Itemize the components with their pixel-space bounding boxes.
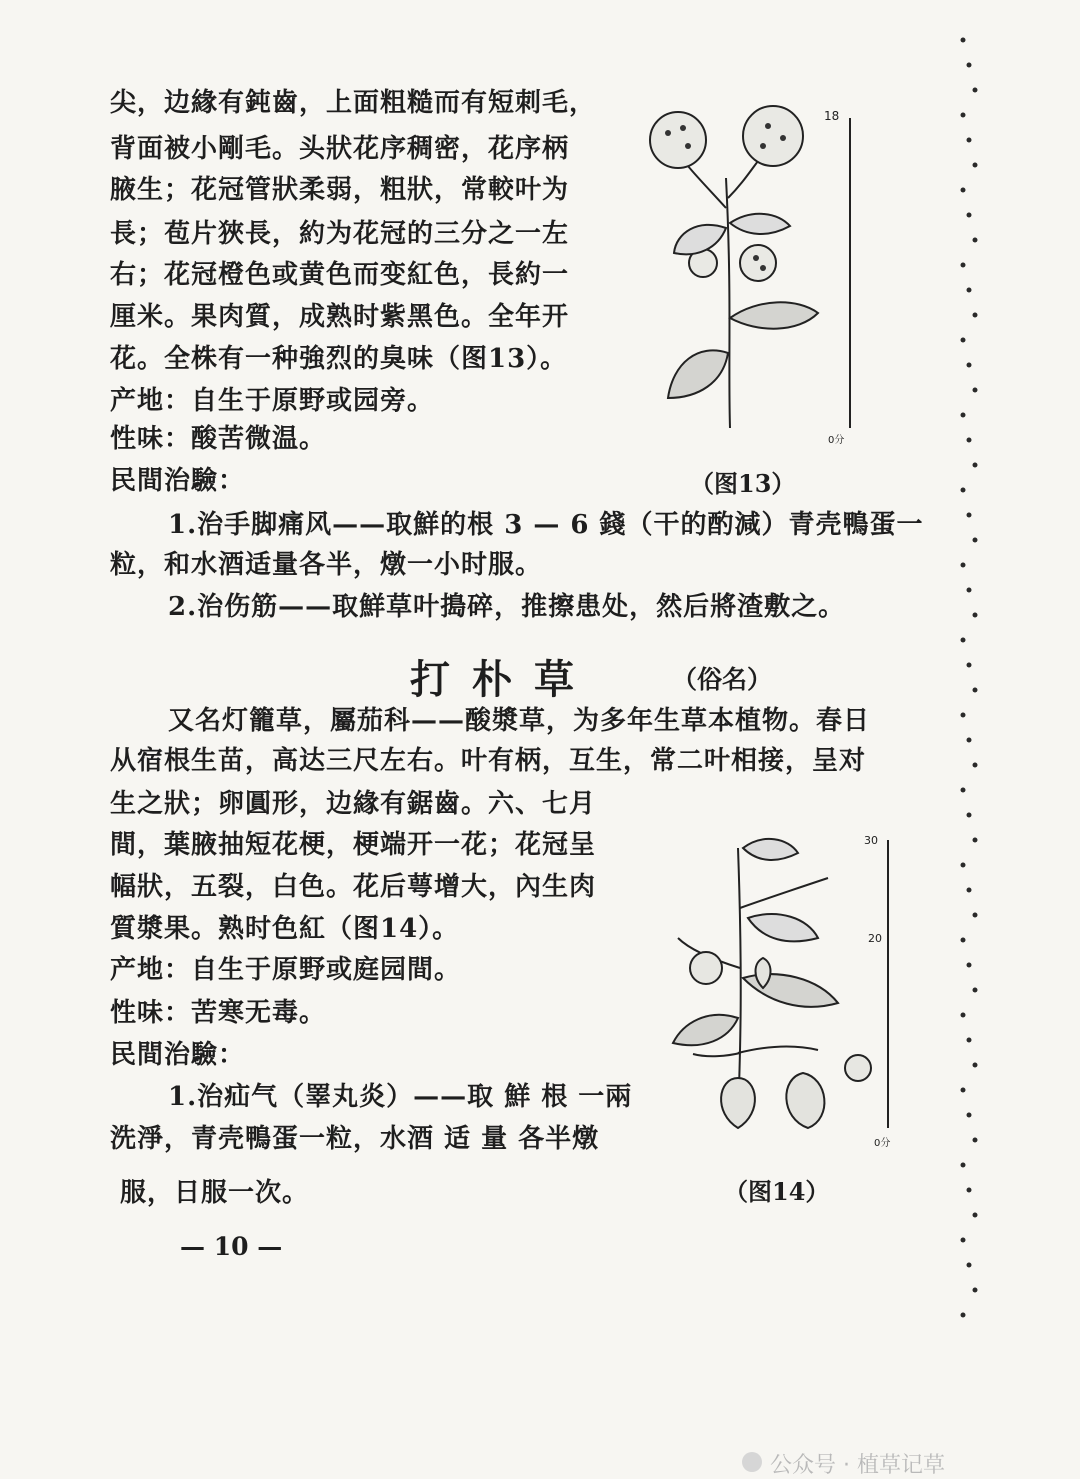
binding-dot xyxy=(961,263,966,268)
binding-dot xyxy=(967,963,972,968)
figure-13-illustration xyxy=(628,98,860,448)
binding-dot xyxy=(973,388,978,393)
binding-dot xyxy=(961,113,966,118)
figure-14-illustration xyxy=(668,828,898,1158)
binding-dots-artifact xyxy=(955,30,1015,1350)
fig13-scale-top: 18 xyxy=(824,109,840,123)
binding-dot xyxy=(961,38,966,43)
section-remedy-1-line-2: 洗淨，青壳鴨蛋一粒，水酒 适 量 各半燉 xyxy=(110,1124,600,1154)
binding-dot xyxy=(973,763,978,768)
body-line-4: 長；苞片狹長，約为花冠的三分之一左 xyxy=(110,219,570,249)
section-remedy-1-line-3: 服，日服一次。 xyxy=(120,1178,310,1208)
section-origin-line: 产地：自生于原野或庭园間。 xyxy=(110,955,462,985)
binding-dot xyxy=(973,1138,978,1143)
binding-dot xyxy=(967,363,972,368)
binding-dot xyxy=(961,413,966,418)
section-property-line: 性味：苦寒无毒。 xyxy=(110,998,327,1028)
binding-dot xyxy=(973,238,978,243)
binding-dot xyxy=(973,1063,978,1068)
binding-dot xyxy=(961,1238,966,1243)
binding-dot xyxy=(967,1188,972,1193)
binding-dot xyxy=(973,988,978,993)
remedy-2-line: 2.治伤筋——取鮮草叶搗碎，推擦患处，然后將渣敷之。 xyxy=(168,592,846,622)
binding-dot xyxy=(967,663,972,668)
page-number: — 10 — xyxy=(180,1232,283,1261)
binding-dot xyxy=(967,213,972,218)
binding-dot xyxy=(973,463,978,468)
binding-dot xyxy=(973,163,978,168)
binding-dot xyxy=(967,63,972,68)
section-line-1: 又名灯籠草，屬茄科——酸漿草，为多年生草本植物。春日 xyxy=(168,706,871,736)
binding-dot xyxy=(967,888,972,893)
binding-dot xyxy=(967,588,972,593)
property-line: 性味：酸苦微温。 xyxy=(110,424,327,454)
body-line-7: 花。全株有一种強烈的臭味（图13）。 xyxy=(110,344,568,374)
remedy-1-line-1: 1.治手脚痛风——取鮮的根 3 — 6 錢（干的酌減）青壳鴨蛋一 xyxy=(168,510,924,540)
binding-dot xyxy=(967,513,972,518)
binding-dot xyxy=(961,638,966,643)
binding-dot xyxy=(961,1163,966,1168)
binding-dot xyxy=(961,1088,966,1093)
watermark-logo-icon xyxy=(742,1452,762,1472)
binding-dot xyxy=(973,838,978,843)
binding-dot xyxy=(973,313,978,318)
binding-dot xyxy=(973,613,978,618)
fig14-scale-mid: 20 xyxy=(868,932,882,945)
binding-dot xyxy=(967,813,972,818)
body-line-3: 腋生；花冠管狀柔弱，粗狀，常較叶为 xyxy=(110,175,570,205)
binding-dot xyxy=(961,1313,966,1318)
binding-dot xyxy=(973,1288,978,1293)
section-line-3: 生之狀；卵圓形，边緣有鋸齒。六、七月 xyxy=(110,789,597,819)
section-title: 打朴草 xyxy=(410,656,596,703)
binding-dot xyxy=(967,1038,972,1043)
watermark-text: 公众号 · 植草记草 xyxy=(770,1453,945,1478)
body-line-6: 厘米。果肉質，成熟时紫黑色。全年开 xyxy=(110,302,570,332)
binding-dot xyxy=(961,488,966,493)
binding-dot xyxy=(961,863,966,868)
binding-dot xyxy=(973,538,978,543)
section-line-5: 幅狀，五裂，白色。花后萼增大，內生肉 xyxy=(110,872,597,902)
section-line-2: 从宿根生苗，高达三尺左右。叶有柄，互生，常二叶相接，呈对 xyxy=(110,746,867,776)
binding-dot xyxy=(967,1113,972,1118)
body-line-5: 右；花冠橙色或黄色而变紅色，長約一 xyxy=(110,260,570,290)
binding-dot xyxy=(961,188,966,193)
figure-13-caption: （图13） xyxy=(690,469,796,498)
fig14-scale-top: 30 xyxy=(864,834,878,847)
section-remedy-1-line-1: 1.治疝气（睪丸炎）——取 鮮 根 一兩 xyxy=(168,1082,633,1112)
binding-dot xyxy=(961,788,966,793)
binding-dot xyxy=(973,1213,978,1218)
binding-dot xyxy=(961,338,966,343)
body-line-2: 背面被小剛毛。头狀花序稠密，花序柄 xyxy=(110,134,570,164)
section-alias: （俗名） xyxy=(672,665,773,694)
binding-dot xyxy=(961,563,966,568)
binding-dot xyxy=(973,688,978,693)
body-line-1: 尖，边緣有鈍齒，上面粗糙而有短刺毛， xyxy=(110,88,597,118)
figure-14-caption: （图14） xyxy=(724,1177,830,1206)
binding-dot xyxy=(967,738,972,743)
origin-line: 产地：自生于原野或园旁。 xyxy=(110,386,435,416)
section-remedy-heading: 民間治驗： xyxy=(110,1040,246,1070)
binding-dot xyxy=(961,713,966,718)
fig14-scale-bottom: 0分 xyxy=(874,1138,891,1149)
binding-dot xyxy=(973,88,978,93)
folk-remedy-heading: 民間治驗： xyxy=(110,466,246,496)
binding-dot xyxy=(967,438,972,443)
binding-dot xyxy=(967,1263,972,1268)
binding-dot xyxy=(967,138,972,143)
binding-dot xyxy=(967,288,972,293)
binding-dot xyxy=(961,938,966,943)
binding-dot xyxy=(973,913,978,918)
section-line-6: 質漿果。熟时色紅（图14）。 xyxy=(110,914,460,944)
fig13-scale-bottom: 0分 xyxy=(828,435,845,446)
remedy-1-line-2: 粒，和水酒适量各半，燉一小时服。 xyxy=(110,550,543,580)
section-line-4: 間，葉腋抽短花梗，梗端开一花；花冠呈 xyxy=(110,830,597,860)
binding-dot xyxy=(961,1013,966,1018)
